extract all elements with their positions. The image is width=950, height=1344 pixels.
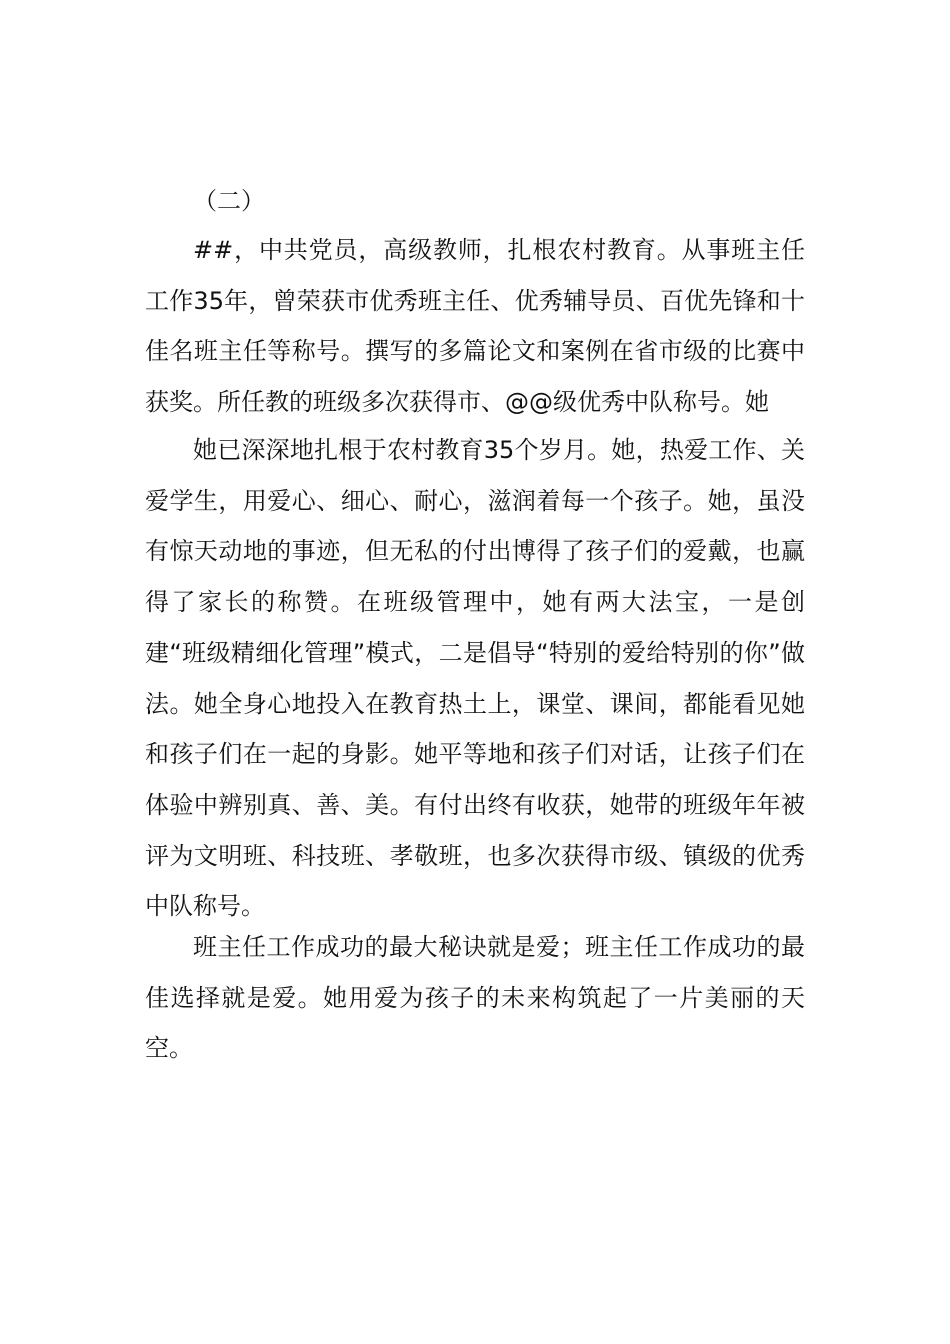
section-heading: （二） [193,187,265,215]
paragraph-achievements: 她已深深地扎根于农村教育35个岁月。她，热爱工作、关爱学生，用爱心、细心、耐心，滋润着每一个孩子。她，虽没有惊天动地的事迹，但无私的付出博得了孩子们的爱戴，也赢得了家长的称赞。在班级管理中，她有两大法宝，一是创建“班级精细化管理”模式，二是倡导“特别的爱给特别的你”做法。她全身心地投入在教育热土上，课堂、课间，都能看见她和孩子们在一起的身影。她平等地和孩子们对话，让孩子们在体验中辨别真、善、美。有付出终有收获，她带的班级年年被评为文明班、科技班、孝敬班，也多次获得市级、镇级的优秀中队称号。 [145,436,805,921]
paragraph-conclusion: 班主任工作成功的最大秘诀就是爱；班主任工作成功的最佳选择就是爱。她用爱为孩子的未来构筑起了一片美丽的天空。 [145,933,805,1063]
paragraph-profile: ##，中共党员，高级教师，扎根农村教育。从事班主任工作35年，曾荣获市优秀班主任、优秀辅导员、百优先锋和十佳名班主任等称号。撰写的多篇论文和案例在省市级的比赛中获奖。所任教的班级多次获得市、@@级优秀中队称号。她 [145,236,805,417]
